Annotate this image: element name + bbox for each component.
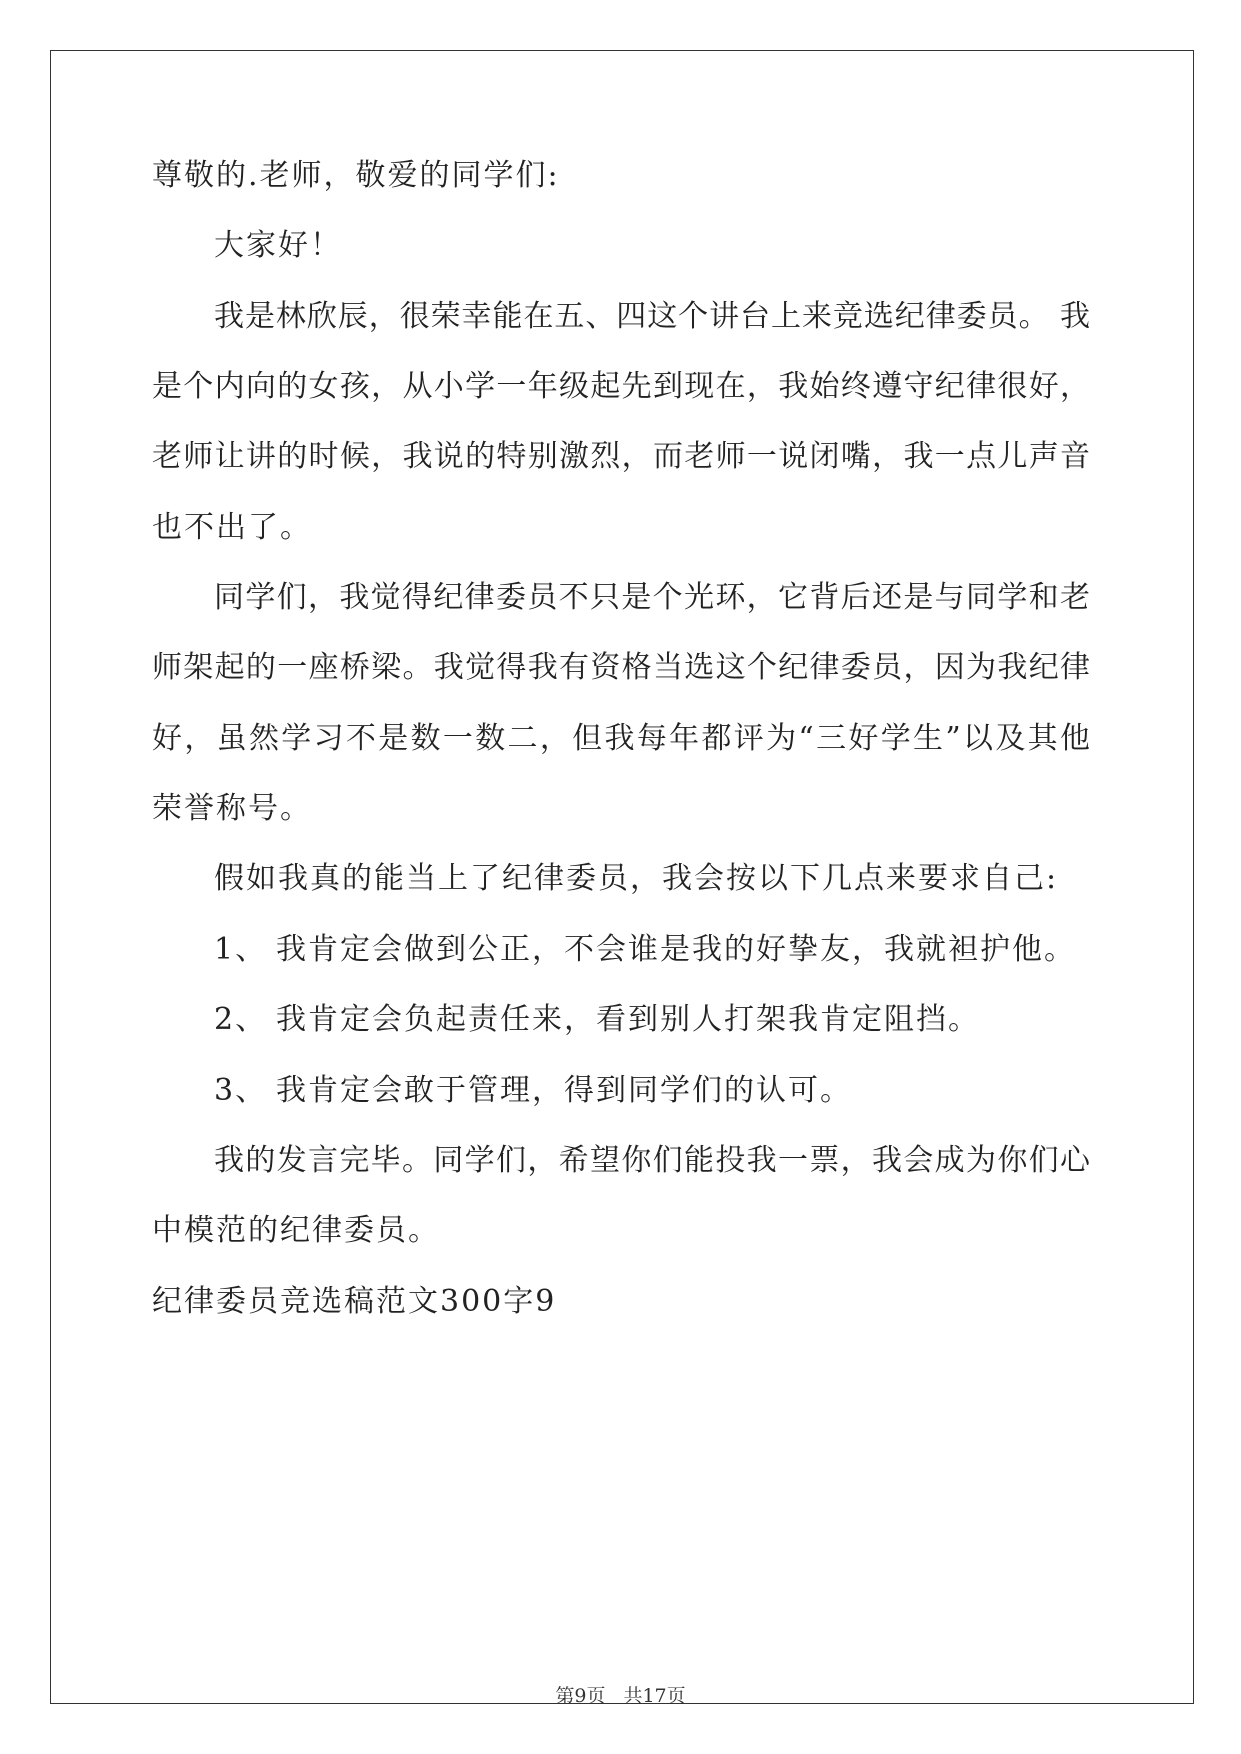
list-item-number: 1、 xyxy=(214,932,268,967)
paragraph-2-line-4: 荣誉称号。 xyxy=(152,791,312,826)
paragraph-1-line-3: 老师让讲的时候，我说的特别激烈，而老师一说闭嘴，我一点儿声音 xyxy=(152,439,1090,474)
greeting-line: 尊敬的.老师，敬爱的同学们: xyxy=(152,158,560,193)
page-footer xyxy=(0,1684,1241,1708)
paragraph-4-line-2: 中模范的纪律委员。 xyxy=(152,1213,440,1248)
list-item-text: 我肯定会敢于管理，得到同学们的认可。 xyxy=(276,1073,852,1108)
paragraph-3-line-1: 假如我真的能当上了纪律委员，我会按以下几点来要求自己: xyxy=(214,861,1059,896)
list-item xyxy=(214,930,1076,970)
list-item xyxy=(214,1071,852,1111)
list-item xyxy=(214,1000,980,1040)
paragraph-4-line-1: 我的发言完毕。同学们，希望你们能投我一票，我会成为你们心 xyxy=(214,1143,1090,1178)
list-item-number: 3、 xyxy=(214,1073,268,1108)
page-total: 共17页 xyxy=(623,1685,686,1707)
list-item-text: 我肯定会负起责任来，看到别人打架我肯定阻挡。 xyxy=(276,1002,980,1037)
paragraph-1-line-1: 我是林欣辰，很荣幸能在五、四这个讲台上来竞选纪律委员。 我 xyxy=(214,299,1090,334)
paragraph-1-line-2: 是个内向的女孩，从小学一年级起先到现在，我始终遵守纪律很好， xyxy=(152,369,1090,404)
section-heading: 纪律委员竞选稿范文300字9 xyxy=(152,1284,557,1319)
paragraph-1-line-4: 也不出了。 xyxy=(152,510,312,545)
list-item-text: 我肯定会做到公正，不会谁是我的好挚友，我就袒护他。 xyxy=(276,932,1076,967)
paragraph-2-line-3: 好，虽然学习不是数一数二，但我每年都评为“三好学生”以及其他 xyxy=(152,721,1090,756)
paragraph-2-line-1: 同学们，我觉得纪律委员不只是个光环，它背后还是与同学和老 xyxy=(214,580,1090,615)
hello-line: 大家好！ xyxy=(214,228,342,263)
page-number: 第9页 xyxy=(555,1685,606,1707)
list-item-number: 2、 xyxy=(214,1002,268,1037)
paragraph-2-line-2: 师架起的一座桥梁。我觉得我有资格当选这个纪律委员，因为我纪律 xyxy=(152,650,1090,685)
